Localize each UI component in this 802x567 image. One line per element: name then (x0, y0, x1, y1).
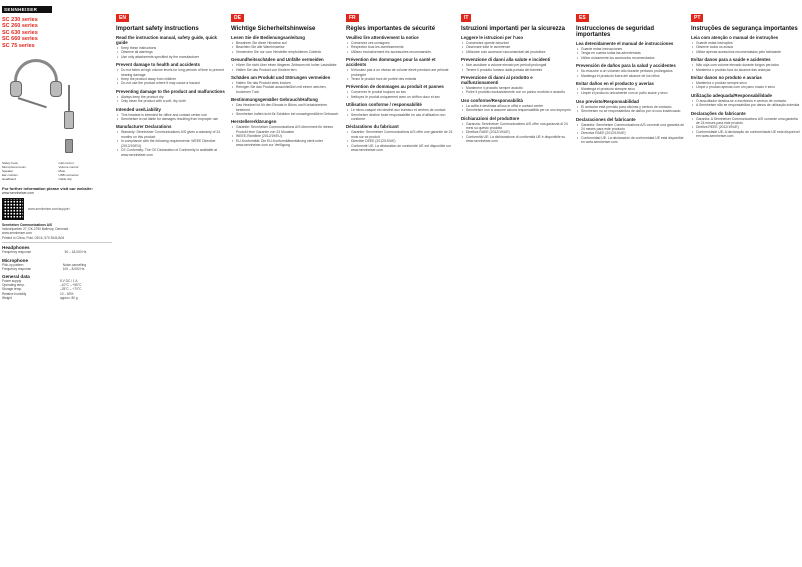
language-column-pt (691, 6, 800, 562)
instruction-item: • Limpie el producto únicamente con un paño suave y seco (576, 91, 686, 95)
legend-item: USB connector (58, 173, 79, 178)
instruction-item: • Sennheiser haftet nicht für Schäden bei unsachgemäßem Gebrauch (231, 112, 341, 116)
spec-heading: Microphone (2, 257, 29, 263)
subsection-heading: Lesen Sie die Bedienungsanleitung (231, 35, 305, 40)
instruction-item: • Pulire il prodotto esclusivamente con un panno morbido e asciutto (461, 90, 571, 94)
instruction-item: • Sennheiser décline toute responsabilité en cas d'utilisation non conforme (346, 113, 456, 122)
series-item: SC 260 series (2, 23, 38, 30)
instruction-item: • Sennheiser no se responsabiliza de daños por un uso inadecuado (576, 109, 686, 113)
language-column-it (461, 6, 571, 562)
earcup-shape (50, 81, 62, 97)
spec-label: Pick-up pattern (2, 262, 24, 267)
legend-item: Volume control (58, 165, 79, 170)
instruction-item: • In compliance with the following requirements: WEEE Directive (2012/19/EU) (116, 139, 227, 148)
instruction-item: • Conservare queste istruzioni (461, 41, 571, 45)
subsection-heading: Evitar danos no produto e avarias (691, 75, 762, 81)
instruction-item: • Mantenga el producto siempre seco (576, 87, 686, 91)
instruction-item: • Não oiça com volume elevado durante longos períodos (691, 63, 800, 67)
instruction-item: • Garantía: Sennheiser Communications A/S concede una garantía de 24 meses para este producto (576, 123, 686, 132)
spec-value: –25°C – +70°C (59, 287, 82, 292)
instruction-item: • N'écoutez pas à un niveau de volume élevé pendant une période prolongée (346, 68, 456, 77)
spec-value: 50 – 18,000 Hz (64, 250, 87, 255)
series-item: SC 75 series (2, 42, 35, 49)
instruction-item: • Sennheiser non si assume alcuna responsabilità per un uso improprio (461, 108, 571, 112)
instruction-item: • CE Conformity: The CE Declaration of Conformity is available at www.sennheiser.com (116, 148, 227, 157)
instruction-item: • EU-Konformität: Die EU-Konformitätserklärung steht unter www.sennheiser.com zur Verfügung (231, 139, 341, 148)
subsection-heading: Uso previsto/Responsabilidad (576, 98, 639, 104)
instruction-item: • Tenere il prodotto lontano dalla portata dei bambini (461, 68, 571, 72)
spec-label: Storage temp. (2, 287, 23, 292)
language-column-es (576, 6, 686, 562)
instruction-item: • Observe all warnings (116, 50, 227, 54)
instruction-item: • Only clean the product with a soft, dry cloth (116, 99, 227, 103)
instruction-item: • Guarde estas instruções (691, 41, 800, 45)
instruction-item: • Sennheiser is not liable for damages resulting from improper use (116, 117, 227, 121)
language-tab: EN (116, 14, 129, 22)
subsection-heading: Evitar daños en el producto y averías (576, 81, 654, 87)
company-name: Sennheiser Communications A/S (2, 223, 53, 228)
spec-label: Frequency response (2, 250, 32, 255)
headphone-specs (2, 250, 112, 254)
legend-item: Microphone boom (2, 165, 27, 170)
spec-label: Relative humidity (2, 291, 27, 296)
spec-label: Frequency response (2, 266, 32, 271)
address-block (2, 223, 112, 240)
headset-illustration (2, 53, 112, 161)
language-tab: FR (346, 14, 359, 22)
subsection-heading: Declarações do fabricante (691, 110, 746, 116)
subsection-heading: Schäden am Produkt und Störungen vermeiden (231, 75, 331, 81)
instruction-item: • Garanzia: Sennheiser Communications A/S offre una garanzia di 24 mesi su questo prodotto (461, 122, 571, 131)
instruction-item: • O auscultador destina-se a escritórios e centros de contacto (691, 99, 800, 103)
microphone-boom-shape (18, 97, 47, 108)
parts-legend (2, 161, 112, 181)
series-item: SC 660 series (2, 36, 38, 43)
spec-row (2, 296, 112, 300)
legend-item: Ear cushion (2, 173, 18, 178)
subsection-heading: Intended use/Liability (116, 106, 161, 112)
subsection-heading: Herstellererklärungen (231, 119, 277, 125)
instruction-item: • Warranty: Sennheiser Communications A/S gives a warranty of 24 months on this product (116, 130, 227, 139)
section-title: Wichtige Sicherheitshinweise (231, 26, 316, 32)
instruction-item: • Utilice únicamente los accesorios recomendados (576, 56, 686, 60)
instruction-item: • Do not use the product where it may cause a hazard (116, 81, 227, 85)
instruction-item: • Hören Sie nicht über einen längeren Zeitraum mit hoher Lautstärke (231, 63, 341, 67)
legend-item: Cable clip (58, 177, 72, 182)
instruction-item: • Conservez ces consignes (346, 41, 456, 45)
instruction-item: • Garantia: A Sennheiser Communications A/S concede uma garantia de 24 meses para este produto (691, 117, 800, 126)
spec-value: 10 – 80% (59, 291, 74, 296)
subsection-heading: Prévention de dommages au produit et pannes (346, 84, 444, 90)
section-title: Instruções de segurança importantes (691, 26, 798, 32)
instruction-item: • Tenga en cuenta todas las advertencias (576, 51, 686, 55)
subsection-heading: Prevenzione di danni alla salute e incidenti (461, 57, 551, 63)
instruction-item: • Halten Sie das Produkt stets trocken (231, 81, 341, 85)
subsection-heading: Prevención de daños para la salud y accidentes (576, 63, 676, 69)
language-tab: IT (461, 14, 471, 22)
control-unit-shape (64, 111, 74, 129)
instruction-item: • Utilize apenas acessórios recomendados pelo fabricante (691, 50, 800, 54)
instruction-item: • Bewahren Sie diese Hinweise auf (231, 41, 341, 45)
instruction-item: • Conformité UE: La déclaration de conformité UE est disponible sur www.sennheiser.com (346, 144, 456, 153)
subsection-heading: Veuillez lire attentivement la notice (346, 35, 419, 40)
earcup-shape (10, 81, 22, 97)
subsection-heading: Déclarations du fabricant (346, 124, 399, 130)
subsection-heading: Gesundheitsschäden und Unfälle vermeiden (231, 57, 324, 63)
usb-plug-shape (65, 139, 73, 153)
brand-logo: SENNHEISER (2, 6, 52, 13)
subsection-heading: Leggere le istruzioni per l'uso (461, 35, 524, 40)
spec-value: 5 V DC / 1 A (59, 279, 78, 284)
instruction-item: • Garantie: Sennheiser Communications A/S offre une garantie de 24 mois sur ce produit (346, 130, 456, 139)
instruction-item: • Osservare tutte le avvertenze (461, 45, 571, 49)
language-tab: PT (691, 14, 703, 22)
spec-value: approx. 80 g (59, 295, 78, 300)
instruction-item: • Observe todos os avisos (691, 45, 800, 49)
instruction-item: • Limpe o produto apenas com um pano macio e seco (691, 85, 800, 89)
general-specs (2, 279, 112, 300)
microphone-specs (2, 263, 112, 271)
spec-heading: Headphones (2, 245, 30, 251)
instruction-item: • Non ascoltare a volume elevato per periodi prolungati (461, 63, 571, 67)
legend-item: Call control (58, 161, 74, 166)
instruction-item: • Das Headset ist für den Einsatz in Büros und Kontaktzentren bestimmt (231, 103, 341, 112)
instruction-item: • Respectez tous les avertissements (346, 45, 456, 49)
instruction-item: • Conformidade UE: A declaração de conformidade UE está disponível em www.sennheiser.com (691, 130, 800, 139)
subsection-heading: Manufacturer Declarations (116, 124, 172, 130)
language-column-en (116, 6, 227, 562)
spec-label: Power supply (2, 279, 22, 284)
instruction-item: • Utilizzare solo accessori raccomandati dal produttore (461, 50, 571, 54)
spec-label: Weight (2, 295, 12, 300)
instruction-item: • Keep the product away from children (116, 77, 227, 81)
cover-column (2, 6, 112, 562)
series-list (2, 17, 112, 49)
subsection-heading: Bestimmungsgemäßer Gebrauch/Haftung (231, 97, 318, 103)
instruction-item: • Always keep the product dry (116, 95, 227, 99)
legend-item: Safety hook (2, 161, 18, 166)
instruction-item: • Nettoyez le produit uniquement avec un chiffon doux et sec (346, 95, 456, 99)
spec-row (2, 267, 112, 271)
legend-item: Speaker (2, 169, 14, 174)
instruction-item: • La cuffia è destinata all'uso in uffici e contact center (461, 104, 571, 108)
section-title: Instrucciones de seguridad importantes (576, 26, 655, 38)
instruction-item: • Mantenha o produto fora do alcance das crianças (691, 68, 800, 72)
spec-row (2, 250, 112, 254)
instruction-item: • Diretiva REEE (2012/19/UE) (691, 125, 800, 129)
spec-heading: General data (2, 274, 30, 280)
instruction-item: • Directiva RAEE (2012/19/UE) (576, 131, 686, 135)
instruction-item: • Mantenga el producto fuera del alcance de los niños (576, 74, 686, 78)
qr-row (2, 198, 112, 220)
instruction-item: • No escuche a un volumen alto durante periodos prolongados (576, 69, 686, 73)
instruction-item: • Verwenden Sie nur vom Hersteller empfohlenes Zubehör (231, 50, 341, 54)
instruction-item: • A Sennheiser não se responsabiliza por danos de utilização indevida (691, 103, 800, 107)
support-link[interactable]: www.sennheiser.com/support (28, 207, 70, 212)
language-tab: ES (576, 14, 589, 22)
subsection-heading: Dichiarazioni del produttore (461, 115, 520, 121)
instruction-item: • Mantenere il prodotto sempre asciutto (461, 86, 571, 90)
instruction-item: • Beachten Sie alle Warnhinweise (231, 45, 341, 49)
spec-label: Operating temp. (2, 283, 25, 288)
subsection-heading: Evitar danos para a saúde e acidentes (691, 57, 771, 63)
subsection-heading: Leia com atenção o manual de instruções (691, 35, 779, 40)
instruction-item: • Utilisez exclusivement les accessoires recommandés (346, 50, 456, 54)
instruction-item: • Keep these instructions (116, 46, 227, 50)
language-column-de (231, 6, 341, 562)
address-line: Industriparken 27, DK-2750 Ballerup, Denmark (2, 227, 69, 232)
qr-code-icon[interactable] (2, 198, 24, 220)
instruction-item: • WEEE-Richtlinie (2012/19/EU) (231, 134, 341, 138)
instruction-item: • Conformità UE: La dichiarazione di conformità UE è disponibile su www.sennheiser.com (461, 135, 571, 144)
subsection-heading: Preventing damage to the product and malfunctions (116, 88, 225, 94)
subsection-heading: Prévention des dommages pour la santé et accidents (346, 57, 436, 68)
print-info: Printed in China, Publ. 03/16, 570 3541/A04 (2, 235, 65, 240)
spec-value: 100 – 8,000 Hz (62, 266, 85, 271)
series-item: SC 230 series (2, 17, 38, 23)
subsection-heading: Prevent damage to health and accidents (116, 62, 200, 68)
subsection-heading: Utilisation conforme / responsabilité (346, 102, 422, 108)
section-title: Istruzioni importanti per la sicurezza (461, 26, 566, 32)
section-title: Règles importantes de sécurité (346, 26, 436, 32)
legend-item: Headband (2, 177, 16, 182)
instruction-item: • Conservez le produit toujours au sec (346, 90, 456, 94)
info-title: For further information please visit our website: (2, 186, 93, 192)
instruction-item: • Guarde estas instrucciones (576, 47, 686, 51)
instruction-item: • Directive DEEE (2012/19/UE) (346, 139, 456, 143)
instruction-item: • Halten Sie das Produkt von Kindern fern (231, 68, 341, 72)
subsection-heading: Declaraciones del fabricante (576, 116, 636, 122)
section-title: Important safety instructions (116, 26, 199, 32)
language-tab: DE (231, 14, 244, 22)
legend-item: Mute (58, 169, 66, 174)
website-link[interactable]: www.sennheiser.com (2, 191, 34, 196)
instruction-item: • Reinigen Sie das Produkt ausschließlich mit einem weichen, trockenen Tuch (231, 85, 341, 94)
instruction-item: • Garantie: Sennheiser Communications A/S übernimmt für dieses Produkt eine Garantie von 24 Monaten (231, 125, 341, 134)
spec-value: –10°C – +55°C (59, 283, 82, 288)
instruction-item: • Direttiva RAEE (2012/19/UE) (461, 130, 571, 134)
instruction-item: • Use only attachments specified by the manufacturer (116, 55, 227, 59)
instruction-item: • Mantenha o produto sempre seco (691, 81, 800, 85)
instruction-item: • Do not listen at high volume levels for long periods of time to prevent hearing damage (116, 68, 227, 77)
series-item: SC 630 series (2, 29, 38, 36)
instruction-item: • This headset is intended for office and contact center use (116, 113, 227, 117)
divider (2, 242, 112, 243)
instruction-item: • El auricular está previsto para oficinas y centros de contacto (576, 105, 686, 109)
address-line: www.sennheiser.com (2, 231, 32, 236)
instruction-item: • Le micro-casque est destiné aux bureaux et centres de contact (346, 108, 456, 112)
subsection-heading: Prevenzione di danni al prodotto e malfunzionamenti (461, 75, 533, 86)
instruction-item: • Tenez le produit hors de portée des enfants (346, 77, 456, 81)
spec-value: Noise-cancelling (62, 262, 87, 267)
subsection-heading: Read the instruction manual, safety guide, quick guide (116, 35, 218, 45)
subsection-heading: Lea detenidamente el manual de instrucciones (576, 41, 674, 46)
subsection-heading: Uso conforme/Responsabilità (461, 97, 523, 103)
subsection-heading: Utilização adequada/Responsabilidade (691, 92, 773, 98)
instruction-item: • Conformidad UE: La declaración de conformidad UE está disponible en www.sennheiser.com (576, 136, 686, 145)
language-column-fr (346, 6, 456, 562)
